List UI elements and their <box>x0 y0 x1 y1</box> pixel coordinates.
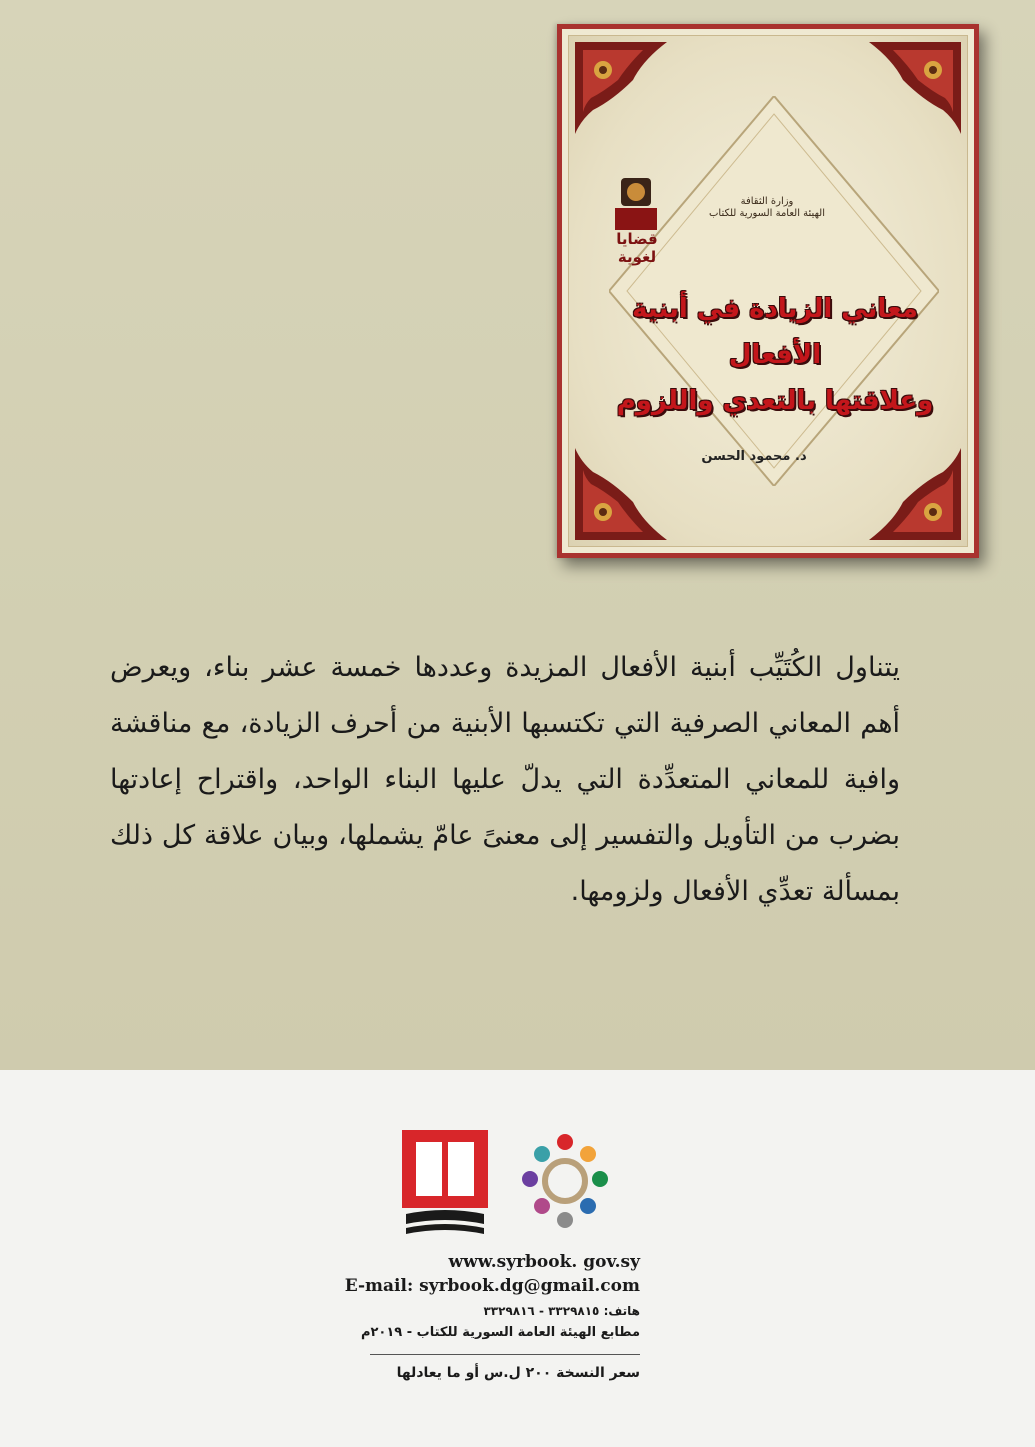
ministry-line: وزارة الثقافة <box>740 196 794 207</box>
blurb-paragraph <box>110 640 900 920</box>
ornament-corner-icon <box>573 40 669 136</box>
cover-inner-frame <box>568 35 968 547</box>
ornament-corner-icon <box>867 40 963 136</box>
email-link[interactable]: E-mail: syrbook.dg@gmail.com <box>344 1276 640 1296</box>
culture-ring-logo-icon <box>510 1124 620 1244</box>
phone-number: هاتف: ٣٣٢٩٨١٥ - ٣٣٢٩٨١٦ <box>483 1304 640 1318</box>
blurb-text: يتناول الكُتَيِّب أبنية الأفعال المزيدة وعددها خمسة عشر بناء، ويعرض أهم المعاني الصرفية التي تكتسبها الأبنية من أحرف الزيادة، مع مناقشة وافية للمعاني المتعدِّدة التي يدلّ عليها البناء الواحد، واقتراح إعادتها بضرب من التأويل والتفسير إلى معنىً عامّ يشملها، وبيان علاقة كل ذلك بمسألة تعدِّي الأفعال ولزومها. <box>110 652 900 907</box>
cover-title-line: معاني الزيادة في أبنية الأفعال <box>632 294 918 370</box>
divider <box>370 1354 640 1355</box>
cover-author: د. محمود الحسن <box>701 449 807 464</box>
book-logo-icon <box>400 1128 490 1238</box>
cover-title <box>589 286 961 424</box>
printer-label: مطابع الهيئة العامة السورية للكتاب - ٢٠١٩م <box>360 1325 640 1340</box>
cover-title-line: وعلاقتها بالتعدي واللزوم <box>616 386 934 416</box>
website-link[interactable]: www.syrbook. gov.sy <box>448 1252 640 1272</box>
ornament-corner-icon <box>867 446 963 542</box>
contact-info <box>300 1250 640 1344</box>
price-label: سعر النسخة ٢٠٠ ل.س أو ما يعادلها <box>396 1365 640 1381</box>
publisher-line: الهيئة العامة السورية للكتاب <box>708 208 826 219</box>
ministry-label <box>707 196 827 220</box>
book-cover-image <box>557 24 979 558</box>
series-label: قضايا لغوية <box>616 230 658 266</box>
publisher-logos <box>400 1124 640 1254</box>
